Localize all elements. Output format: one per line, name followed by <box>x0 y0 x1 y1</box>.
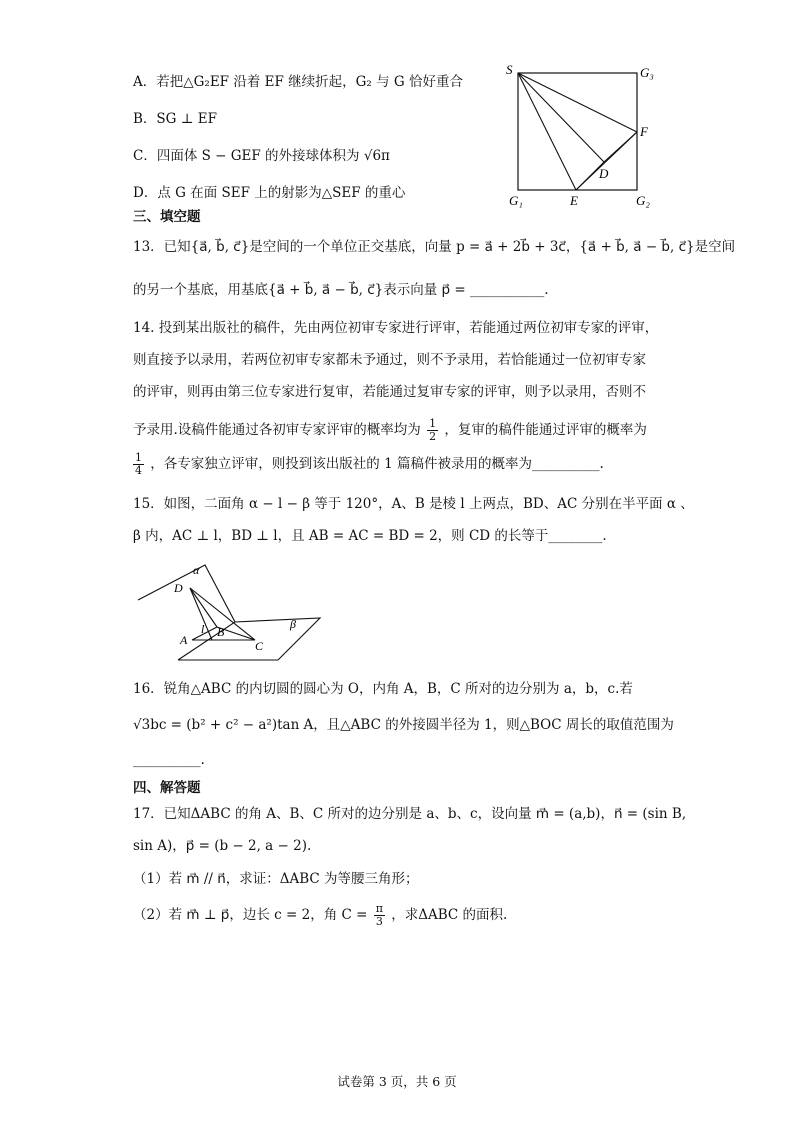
q17-line-1: 17．已知ΔABC 的角 A、B、C 所对的边分别是 a、b、c，设向量 m⃗ = (a,b)，n⃗ = (sin B, <box>133 806 687 822</box>
q16-line-1: 16．锐角△ABC 的内切圆的圆心为 O，内角 A，B，C 所对的边分别为 a，b，c.若 <box>133 681 633 697</box>
q16-line-2: √3bc = (b² + c² − a²)tan A，且△ABC 的外接圆半径为 1，则△BOC 周长的取值范围为 <box>133 717 674 733</box>
frac-den: 3 <box>375 915 383 929</box>
fig2-label-beta: β <box>290 617 296 631</box>
frac-num: π <box>375 902 383 915</box>
fig1-label-g2: G₂ <box>636 193 650 208</box>
q15-line-2: β 内，AC ⊥ l，BD ⊥ l，且 AB = AC = BD = 2，则 CD 的长等于________. <box>133 528 607 544</box>
fig2-label-l: l <box>201 622 205 636</box>
q14-line-4a: 予录用.设稿件能通过各初审专家评审的概率均为 <box>133 422 421 439</box>
section-3-title: 三、填空题 <box>133 209 201 225</box>
fig2-label-b: B <box>217 625 225 639</box>
dihedral-angle-figure <box>130 560 330 670</box>
q12-option-c: C．四面体 S − GEF 的外接球体积为 √6π <box>133 148 390 164</box>
fraction-pi-over-3 <box>374 903 385 928</box>
frac-num: 1 <box>135 451 142 464</box>
q17-part-2 <box>133 903 507 928</box>
frac-den: 2 <box>429 430 437 444</box>
q14-line-5-text: ，各专家独立评审，则投到该出版社的 1 篇稿件被录用的概率为__________. <box>150 456 604 473</box>
fig2-label-alpha: α <box>193 563 200 577</box>
q14-line-3: 的评审，则再由第三位专家进行复审，若能通过复审专家的评审，则予以录用，否则不 <box>133 384 646 400</box>
q17-line-2: sin A)，p⃗ = (b − 2, a − 2). <box>133 838 312 854</box>
frac-den: 4 <box>135 464 142 478</box>
frac-num: 1 <box>429 417 437 430</box>
fig2-label-a: A <box>180 633 188 647</box>
fig1-label-g1: G₁ <box>509 193 523 208</box>
q12-option-d: D．点 G 在面 SEF 上的射影为△SEF 的重心 <box>133 185 406 201</box>
q14-line-5 <box>133 452 604 477</box>
q16-line-3: __________. <box>133 752 205 768</box>
fig2-label-d: D <box>174 581 183 595</box>
fig1-label-d: D <box>599 166 609 181</box>
section-4-title: 四、解答题 <box>133 780 201 796</box>
q13-line-2: 的另一个基底，用基底{a⃗ + b⃗, a⃗ − b⃗, c⃗}表示向量 p⃗ = ___________. <box>133 282 549 298</box>
page-footer: 试卷第 3 页，共 6 页 <box>337 1074 457 1089</box>
fold-square-figure <box>500 60 670 210</box>
fig1-label-g3: G₃ <box>640 65 654 80</box>
q17-part-2b: ，求ΔABC 的面积. <box>391 907 508 924</box>
fig1-label-f: F <box>640 124 648 139</box>
fig2-label-c: C <box>255 639 264 653</box>
q15-line-1: 15．如图，二面角 α − l − β 等于 120°，A、B 是棱 l 上两点，BD、AC 分别在半平面 α 、 <box>133 496 694 512</box>
fig1-label-s: S <box>506 62 513 77</box>
fraction-one-quarter <box>133 452 144 477</box>
q17-part-1: （1）若 m⃗ // n⃗，求证：ΔABC 为等腰三角形； <box>133 871 419 887</box>
fraction-one-half <box>427 418 438 443</box>
q13-line-1: 13．已知{a⃗, b⃗, c⃗}是空间的一个单位正交基底，向量 p = a⃗ + 2b⃗ + 3c⃗，{a⃗ + b⃗, a⃗ − b⃗, c⃗}是空间 <box>133 239 736 255</box>
fig1-label-e: E <box>570 193 578 208</box>
q12-option-b: B．SG ⊥ EF <box>133 111 217 127</box>
q14-line-4 <box>133 418 647 443</box>
q12-option-a: A．若把△G₂EF 沿着 EF 继续折起，G₂ 与 G 恰好重合 <box>133 74 463 90</box>
q14-line-2: 则直接予以录用，若两位初审专家都未予通过，则不予录用，若恰能通过一位初审专家 <box>133 352 646 368</box>
q14-line-4b: ，复审的稿件能通过评审的概率为 <box>444 422 647 439</box>
q17-part-2a: （2）若 m⃗ ⊥ p⃗，边长 c = 2，角 C = <box>133 907 368 924</box>
q14-line-1: 14. 投到某出版社的稿件，先由两位初审专家进行评审，若能通过两位初审专家的评审， <box>133 320 659 336</box>
